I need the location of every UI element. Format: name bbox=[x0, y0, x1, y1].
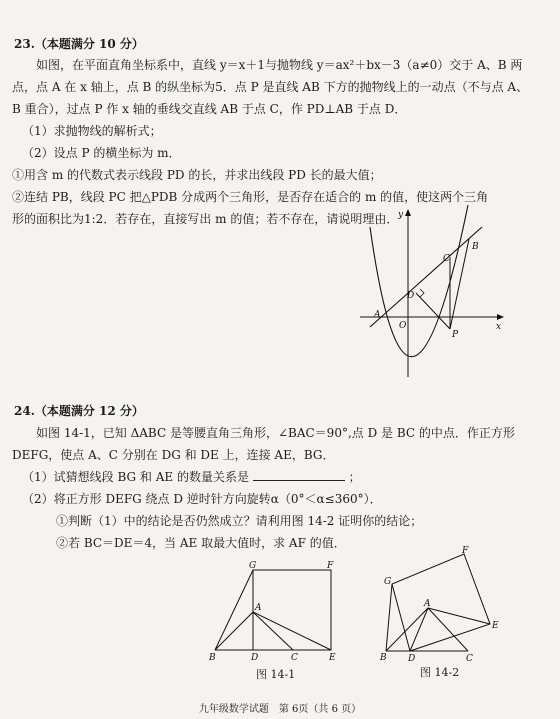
figure-14-2 bbox=[378, 546, 508, 666]
q24-sub1-end: ； bbox=[348, 470, 361, 484]
q23-sub1: （1）求抛物线的解析式； bbox=[22, 124, 162, 138]
fig2-label-f: F bbox=[462, 546, 469, 556]
label-c: C bbox=[443, 254, 450, 264]
label-d: D bbox=[407, 291, 415, 301]
q24-sub2b: ②若 BC＝DE＝4，当 AE 取最大值时，求 AF 的值． bbox=[56, 536, 346, 550]
x-axis-label: x bbox=[496, 322, 502, 332]
fig2-label-b: B bbox=[380, 653, 387, 663]
q23-text-line-3: B 重合），过点 P 作 x 轴的垂线交直线 AB 于点 C，作 PD⊥AB 于点 D． bbox=[12, 102, 407, 116]
segment-bg-2 bbox=[386, 584, 392, 651]
q23-text-line-2: 点，点 A 在 x 轴上，点 B 的纵坐标为5．点 P 是直线 AB 下方的抛物线上的一动点（不与点 A、 bbox=[12, 80, 529, 94]
label-b: B bbox=[472, 242, 479, 252]
y-axis-label: y bbox=[398, 210, 404, 220]
label-p: P bbox=[452, 330, 459, 340]
fig1-label-e: E bbox=[329, 653, 336, 663]
y-axis-arrow bbox=[405, 209, 411, 216]
x-axis-arrow bbox=[497, 314, 504, 320]
answer-blank bbox=[253, 469, 345, 481]
q24-heading: 24.（本题满分 12 分） bbox=[14, 404, 144, 418]
square-defg bbox=[253, 570, 331, 650]
fig2-label-g: G bbox=[384, 577, 392, 587]
fig1-label-b: B bbox=[209, 653, 216, 663]
line-ab bbox=[370, 227, 482, 327]
q23-heading: 23.（本题满分 10 分） bbox=[14, 37, 144, 51]
fig2-label-e: E bbox=[492, 621, 499, 631]
q24-sub2: （2）将正方形 DEFG 绕点 D 逆时针方向旋转α（0°＜α≤360°）． bbox=[22, 492, 382, 506]
figure-14-1 bbox=[205, 558, 355, 668]
q23-text-line-1: 如图，在平面直角坐标系中，直线 y＝x＋1与抛物线 y＝ax²＋bx－3（a≠0）交于 A、B 两 bbox=[36, 58, 523, 72]
q23-sub2b-line-2: 形的面积比为1:2．若存在，直接写出 m 的值；若不存在，请说明理由． bbox=[12, 212, 399, 226]
q23-sub2b-line-1: ②连结 PB，线段 PC 把△PDB 分成两个三角形，是否存在适合的 m 的值，使这两个三角 bbox=[12, 190, 489, 204]
q24-text-line-2: DEFG，使点 A、C 分别在 DG 和 DE 上，连接 AE，BG． bbox=[12, 448, 335, 462]
segment-da bbox=[410, 608, 428, 651]
fig2-label-a: A bbox=[424, 599, 431, 609]
figure-14-1-caption: 图 14-1 bbox=[256, 668, 296, 681]
q23-sub2: （2）设点 P 的横坐标为 m． bbox=[22, 146, 181, 160]
q24-sub2a: ①判断（1）中的结论是否仍然成立？请利用图 14-2 证明你的结论； bbox=[56, 514, 423, 528]
q24-sub1 bbox=[22, 469, 361, 485]
fig1-label-d: D bbox=[251, 653, 259, 663]
q23-sub2a: ①用含 m 的代数式表示线段 PD 的长，并求出线段 PD 长的最大值； bbox=[12, 168, 382, 182]
fig2-label-c: C bbox=[466, 654, 473, 664]
q23-figure bbox=[350, 205, 510, 385]
fig1-label-a: A bbox=[255, 603, 262, 613]
fig1-label-f: F bbox=[327, 561, 334, 571]
label-a: A bbox=[374, 310, 381, 320]
origin-label: O bbox=[399, 321, 407, 331]
triangle-abc-2 bbox=[386, 608, 468, 651]
fig1-label-c: C bbox=[291, 653, 298, 663]
right-angle-mark bbox=[420, 289, 424, 297]
q24-text-line-1: 如图 14-1，已知 ΔABC 是等腰直角三角形，∠BAC＝90°,点 D 是 BC 的中点．作正方形 bbox=[36, 426, 515, 440]
segment-bg bbox=[215, 570, 253, 650]
square-defg-rotated bbox=[392, 554, 490, 651]
q24-sub1-text: （1）试猜想线段 BG 和 AE 的数量关系是 bbox=[22, 470, 249, 484]
figure-14-2-caption: 图 14-2 bbox=[420, 666, 460, 679]
fig1-label-g: G bbox=[249, 561, 257, 571]
page-footer: 九年级数学试题 第 6页（共 6 页） bbox=[198, 704, 362, 715]
fig2-label-d: D bbox=[408, 654, 416, 664]
triangle-abc bbox=[215, 612, 293, 650]
segment-ae bbox=[253, 612, 331, 650]
segment-ae-2 bbox=[428, 608, 490, 624]
